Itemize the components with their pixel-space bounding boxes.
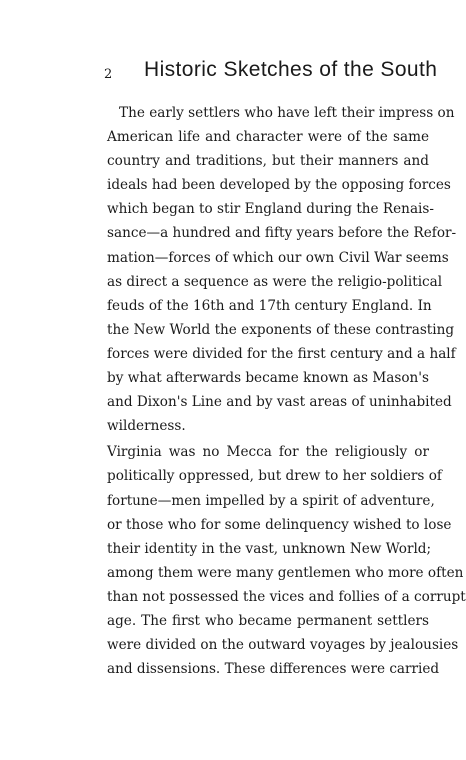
paragraph-2-line: among them were many gentlemen who more often [107, 564, 464, 581]
page-number: 2 [104, 67, 113, 82]
paragraph-1-line: by what afterwards became known as Mason's [107, 370, 430, 387]
paragraph-2-line: Virginia was no Mecca for the religiously or [107, 444, 429, 461]
body-text [107, 101, 466, 681]
paragraph-1-line: sance—a hundred and fifty years before the Refor- [107, 225, 457, 242]
paragraph-1-line: wilderness. [107, 418, 186, 435]
paragraph-2-line: and dissensions. These differences were carried [107, 661, 440, 678]
running-header [98, 58, 438, 88]
paragraph-1-line: country and traditions, but their manners and [107, 153, 429, 170]
paragraph-1-line: the New World the exponents of these contrasting [107, 321, 455, 338]
paragraph-2-line: age. The first who became permanent settlers [107, 612, 429, 629]
paragraph-1-line: mation—forces of which our own Civil War seems [107, 249, 449, 266]
paragraph-1-line: and Dixon's Line and by vast areas of uninhabited [107, 394, 452, 411]
paragraph-2-line: were divided on the outward voyages by jealousies [107, 637, 459, 654]
paragraph-1-line: ideals had been developed by the opposing forces [107, 177, 451, 194]
paragraph-1-line: American life and character were of the same [107, 129, 429, 146]
paragraph-1-line: feuds of the 16th and 17th century England. In [107, 297, 432, 314]
paragraph-1-line: which began to stir England during the Renais- [107, 201, 434, 218]
paragraph-2-line: or those who for some delinquency wished to lose [107, 516, 452, 533]
paragraph-2-line: fortune—men impelled by a spirit of adventure, [107, 492, 435, 509]
paragraph-2-line: politically oppressed, but drew to her soldiers of [107, 468, 442, 485]
paragraph-1-line: as direct a sequence as were the religio-political [107, 273, 443, 290]
paragraph-1-line: forces were divided for the first century and a half [107, 345, 456, 362]
paragraph-2-line: than not possessed the vices and follies of a corrupt [107, 588, 466, 605]
paragraph-1-line: The early settlers who have left their impress on [119, 105, 455, 121]
paragraph-2-line: their identity in the vast, unknown New World; [107, 540, 432, 557]
running-title: Historic Sketches of the South [144, 58, 438, 81]
